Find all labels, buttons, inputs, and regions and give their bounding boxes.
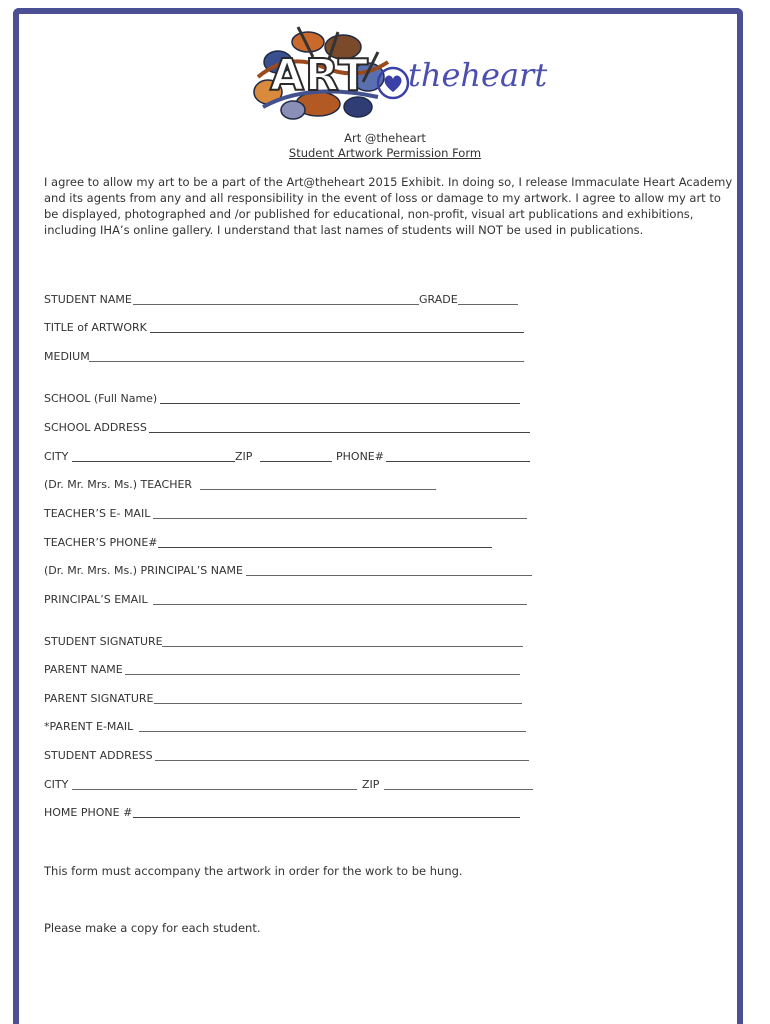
student-name-line[interactable] <box>133 304 419 305</box>
field-row-school-address <box>44 421 534 437</box>
field-row-parent-signature <box>44 692 534 708</box>
field-row-student-signature <box>44 635 534 651</box>
field-row-parent-email <box>44 720 534 736</box>
field-row-teacher <box>44 478 534 494</box>
field-row-medium <box>44 350 534 366</box>
permission-statement: I agree to allow my art to be a part of the Art@theheart 2015 Exhibit. In doing so, I release Immaculate Heart Academy and its agents from any and all responsibility in the event of loss or damage to my artwork. I agree to allow my art to be displayed, photographed and /or published for educational, non-profit, visual art publications and exhibitions, including IHA’s online gallery. I understand that last names of students will NOT be used in publications. <box>44 175 733 237</box>
copy-note: Please make a copy for each student. <box>44 921 261 935</box>
zip-line[interactable] <box>260 461 332 462</box>
zip2-line[interactable] <box>384 789 533 790</box>
field-row-student-address <box>44 749 534 765</box>
parent-name-label: PARENT NAME <box>44 663 123 676</box>
parent-name-line[interactable] <box>125 674 520 675</box>
field-row-parent-name <box>44 663 534 679</box>
field-row-school <box>44 392 534 408</box>
home-phone-label: HOME PHONE # <box>44 806 133 819</box>
teacher-phone-line[interactable] <box>158 547 492 548</box>
parent-email-line[interactable] <box>139 731 526 732</box>
field-row-city-zip <box>44 778 539 794</box>
field-row-student-name <box>44 293 524 309</box>
school-label: SCHOOL (Full Name) <box>44 392 158 405</box>
field-row-teacher-email <box>44 507 534 523</box>
parent-email-label: *PARENT E-MAIL <box>44 720 134 733</box>
medium-line[interactable] <box>89 361 524 362</box>
student-signature-label: STUDENT SIGNATURE <box>44 635 163 648</box>
title-line[interactable] <box>150 332 524 333</box>
city2-label: CITY <box>44 778 69 791</box>
grade-line[interactable] <box>458 304 518 305</box>
zip2-label: ZIP <box>362 778 380 791</box>
parent-signature-label: PARENT SIGNATURE <box>44 692 154 705</box>
field-row-city-zip-phone <box>44 450 534 466</box>
field-row-principal <box>44 564 534 580</box>
logo-art-text: ART <box>270 50 369 101</box>
school-line[interactable] <box>160 403 520 404</box>
art-at-the-heart-logo <box>248 22 548 124</box>
school-address-line[interactable] <box>149 432 530 433</box>
student-name-label: STUDENT NAME <box>44 293 132 306</box>
principal-email-line[interactable] <box>153 604 527 605</box>
teacher-email-label: TEACHER’S E- MAIL <box>44 507 151 520</box>
home-phone-line[interactable] <box>133 817 520 818</box>
student-address-label: STUDENT ADDRESS <box>44 749 153 762</box>
medium-label: MEDIUM <box>44 350 90 363</box>
form-org-title: Art @theheart <box>344 131 426 145</box>
logo-theheart-text: theheart <box>408 56 548 94</box>
city2-line[interactable] <box>72 789 357 790</box>
accompany-note: This form must accompany the artwork in order for the work to be hung. <box>44 864 463 878</box>
field-row-teacher-phone <box>44 536 534 552</box>
city-label: CITY <box>44 450 69 463</box>
teacher-phone-label: TEACHER’S PHONE# <box>44 536 158 549</box>
title-label: TITLE of ARTWORK <box>44 321 147 334</box>
teacher-email-line[interactable] <box>153 518 527 519</box>
field-row-title <box>44 321 534 337</box>
phone-line[interactable] <box>386 461 530 462</box>
field-row-principal-email <box>44 593 534 609</box>
principal-line[interactable] <box>246 575 532 576</box>
field-row-home-phone <box>44 806 534 822</box>
teacher-label: (Dr. Mr. Mrs. Ms.) TEACHER <box>44 478 193 491</box>
city-line[interactable] <box>72 461 235 462</box>
form-title: Student Artwork Permission Form <box>288 146 482 160</box>
zip-label: ZIP <box>235 450 253 463</box>
principal-label: (Dr. Mr. Mrs. Ms.) PRINCIPAL’S NAME <box>44 564 243 577</box>
school-address-label: SCHOOL ADDRESS <box>44 421 147 434</box>
teacher-line[interactable] <box>200 489 436 490</box>
parent-signature-line[interactable] <box>154 703 522 704</box>
student-address-line[interactable] <box>155 760 529 761</box>
student-signature-line[interactable] <box>162 646 523 647</box>
grade-label: GRADE <box>419 293 458 306</box>
heart-icon <box>376 66 410 100</box>
principal-email-label: PRINCIPAL’S EMAIL <box>44 593 148 606</box>
phone-label: PHONE# <box>336 450 384 463</box>
